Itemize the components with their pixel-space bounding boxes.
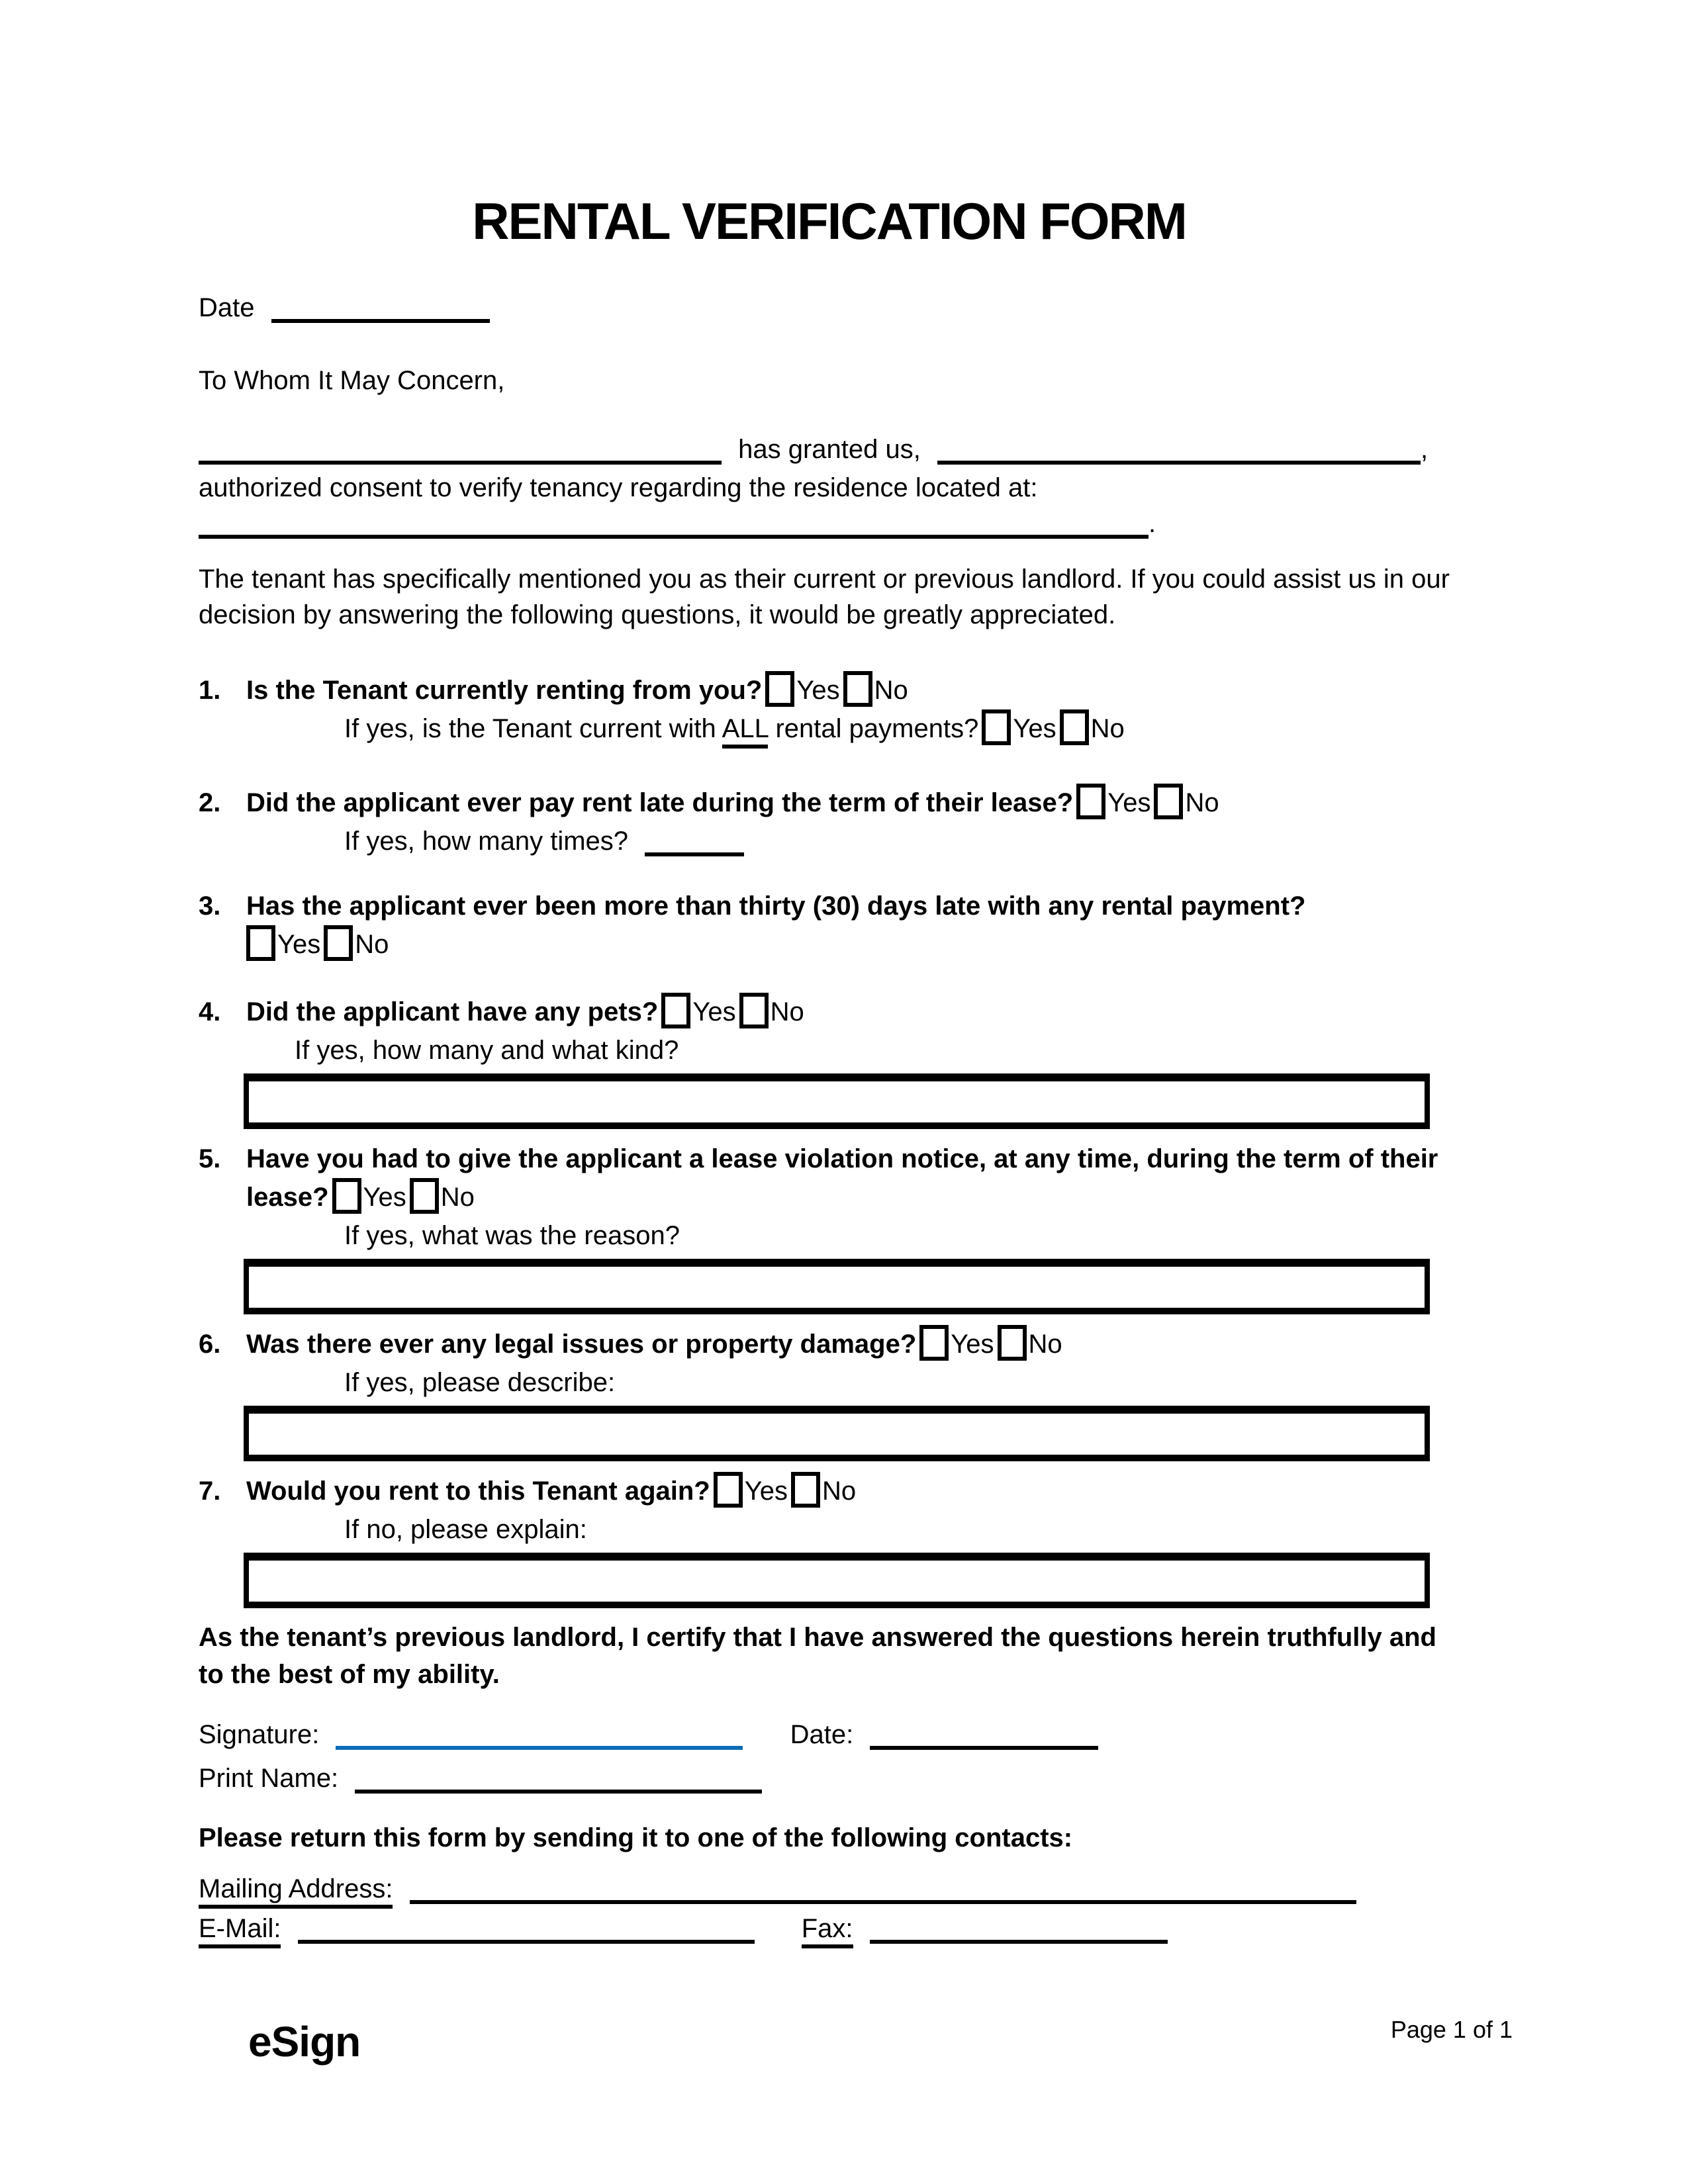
q6-yes-checkbox[interactable] <box>919 1325 949 1361</box>
q5-no-checkbox[interactable] <box>410 1178 439 1214</box>
signature-date-label: Date: <box>790 1720 854 1749</box>
q5-answer-box[interactable] <box>244 1259 1430 1314</box>
question-3-text: Has the applicant ever been more than thirty (30) days late with any rental payment? <box>246 891 1306 921</box>
q5-yes-checkbox[interactable] <box>332 1178 361 1214</box>
question-5-number: 5. <box>199 1144 221 1173</box>
fax-blank-line[interactable] <box>870 1920 1168 1944</box>
question-3-number: 3. <box>199 891 221 921</box>
email-fax-row <box>199 1909 1460 1948</box>
question-2 <box>199 784 1460 860</box>
print-name-row <box>199 1756 1460 1800</box>
question-7 <box>199 1472 1460 1608</box>
q1-sub-suffix: rental payments? <box>768 714 979 743</box>
q7-no-label: No <box>822 1477 857 1506</box>
q1-sub-yes-checkbox[interactable] <box>982 709 1011 745</box>
q6-no-checkbox[interactable] <box>998 1325 1027 1361</box>
question-6-sub: If yes, please describe: <box>344 1368 616 1397</box>
address-period: . <box>1149 509 1156 538</box>
question-6-text: Was there ever any legal issues or property damage? <box>246 1330 917 1359</box>
question-4-text: Did the applicant have any pets? <box>246 997 659 1026</box>
q4-yes-checkbox[interactable] <box>661 993 690 1028</box>
q2-times-blank-line[interactable] <box>645 833 744 856</box>
q3-yes-label: Yes <box>277 930 321 959</box>
granted-comma: , <box>1421 435 1429 464</box>
q2-no-label: No <box>1185 788 1219 817</box>
question-5-text: Have you had to give the applicant a lease violation notice, at any time, during the term of their lease? <box>246 1144 1438 1212</box>
q5-yes-label: Yes <box>363 1183 406 1212</box>
return-instructions: Please return this form by sending it to one of the following contacts: <box>199 1823 1073 1852</box>
date-label: Date <box>199 293 255 322</box>
salutation: To Whom It May Concern, <box>199 366 505 395</box>
residence-address-blank-line[interactable] <box>199 515 1149 539</box>
question-7-number: 7. <box>199 1477 221 1506</box>
q1-sub-yes-label: Yes <box>1013 714 1056 743</box>
q1-sub-all-underlined: ALL <box>722 714 769 749</box>
granted-text: has granted us, <box>738 435 921 464</box>
question-1-number: 1. <box>199 676 221 705</box>
granted-line <box>199 432 1460 467</box>
print-name-blank-line[interactable] <box>355 1770 762 1794</box>
q7-yes-label: Yes <box>744 1477 788 1506</box>
question-1-sub <box>344 709 1460 748</box>
question-7-sub: If no, please explain: <box>344 1515 587 1544</box>
q4-yes-label: Yes <box>692 997 736 1026</box>
question-4-sub: If yes, how many and what kind? <box>295 1036 679 1065</box>
email-label: E-Mail: <box>199 1914 281 1948</box>
signature-blank-line[interactable] <box>336 1726 743 1750</box>
question-2-number: 2. <box>199 788 221 817</box>
tenant-name-blank-line[interactable] <box>199 441 722 465</box>
intro-paragraph: The tenant has specifically mentioned you as their current or previous landlord. If you could assist us in our decision by answering the following questions, it would be greatly appreciated. <box>199 565 1450 629</box>
signature-label: Signature: <box>199 1720 320 1749</box>
q5-no-label: No <box>440 1183 475 1212</box>
q1-no-label: No <box>874 676 908 705</box>
question-5 <box>199 1140 1460 1314</box>
mailing-address-label: Mailing Address: <box>199 1874 393 1909</box>
question-3-answers <box>246 925 1460 964</box>
q2-yes-label: Yes <box>1107 788 1151 817</box>
question-4 <box>199 993 1460 1129</box>
q3-no-label: No <box>355 930 389 959</box>
fax-label: Fax: <box>802 1914 853 1948</box>
authorized-line: authorized consent to verify tenancy regarding the residence located at: <box>199 473 1038 502</box>
page-title: RENTAL VERIFICATION FORM <box>472 192 1186 250</box>
q1-no-checkbox[interactable] <box>843 671 872 707</box>
email-blank-line[interactable] <box>298 1920 755 1944</box>
address-line <box>199 506 1460 541</box>
q6-no-label: No <box>1028 1330 1062 1359</box>
q4-no-checkbox[interactable] <box>739 993 769 1028</box>
q2-no-checkbox[interactable] <box>1154 784 1183 819</box>
page-number: Page 1 of 1 <box>1390 2016 1513 2043</box>
q4-answer-box[interactable] <box>244 1073 1430 1129</box>
q4-no-label: No <box>770 997 804 1026</box>
q1-sub-no-label: No <box>1090 714 1125 743</box>
date-blank-line[interactable] <box>271 299 490 323</box>
signature-row <box>199 1713 1460 1756</box>
question-4-number: 4. <box>199 997 221 1026</box>
q6-yes-label: Yes <box>951 1330 994 1359</box>
q1-yes-label: Yes <box>796 676 840 705</box>
signature-date-blank-line[interactable] <box>870 1726 1098 1750</box>
question-7-text: Would you rent to this Tenant again? <box>246 1477 710 1506</box>
esign-logo: eSign <box>248 2018 361 2066</box>
q6-answer-box[interactable] <box>244 1406 1430 1461</box>
q3-no-checkbox[interactable] <box>324 925 353 961</box>
question-6 <box>199 1325 1460 1461</box>
question-2-sub <box>344 822 1460 860</box>
q1-sub-no-checkbox[interactable] <box>1060 709 1089 745</box>
q7-no-checkbox[interactable] <box>791 1472 820 1508</box>
landlord-name-blank-line[interactable] <box>937 441 1421 465</box>
question-1 <box>199 671 1460 748</box>
certification-statement: As the tenant’s previous landlord, I certify that I have answered the questions herein truthfully and to the best of my ability. <box>199 1623 1436 1689</box>
mailing-address-blank-line[interactable] <box>410 1880 1356 1904</box>
question-1-text: Is the Tenant currently renting from you? <box>246 676 763 705</box>
q7-answer-box[interactable] <box>244 1553 1430 1608</box>
question-6-number: 6. <box>199 1330 221 1359</box>
q1-yes-checkbox[interactable] <box>765 671 794 707</box>
q3-yes-checkbox[interactable] <box>246 925 275 961</box>
question-2-text: Did the applicant ever pay rent late during the term of their lease? <box>246 788 1074 817</box>
q1-sub-prefix: If yes, is the Tenant current with <box>344 714 722 743</box>
q2-sub-text: If yes, how many times? <box>344 827 629 856</box>
date-row <box>199 290 1460 326</box>
question-3 <box>199 887 1460 964</box>
q2-yes-checkbox[interactable] <box>1076 784 1105 819</box>
print-name-label: Print Name: <box>199 1764 339 1793</box>
mailing-address-row <box>199 1869 1460 1909</box>
q7-yes-checkbox[interactable] <box>714 1472 743 1508</box>
question-5-sub: If yes, what was the reason? <box>344 1221 680 1250</box>
